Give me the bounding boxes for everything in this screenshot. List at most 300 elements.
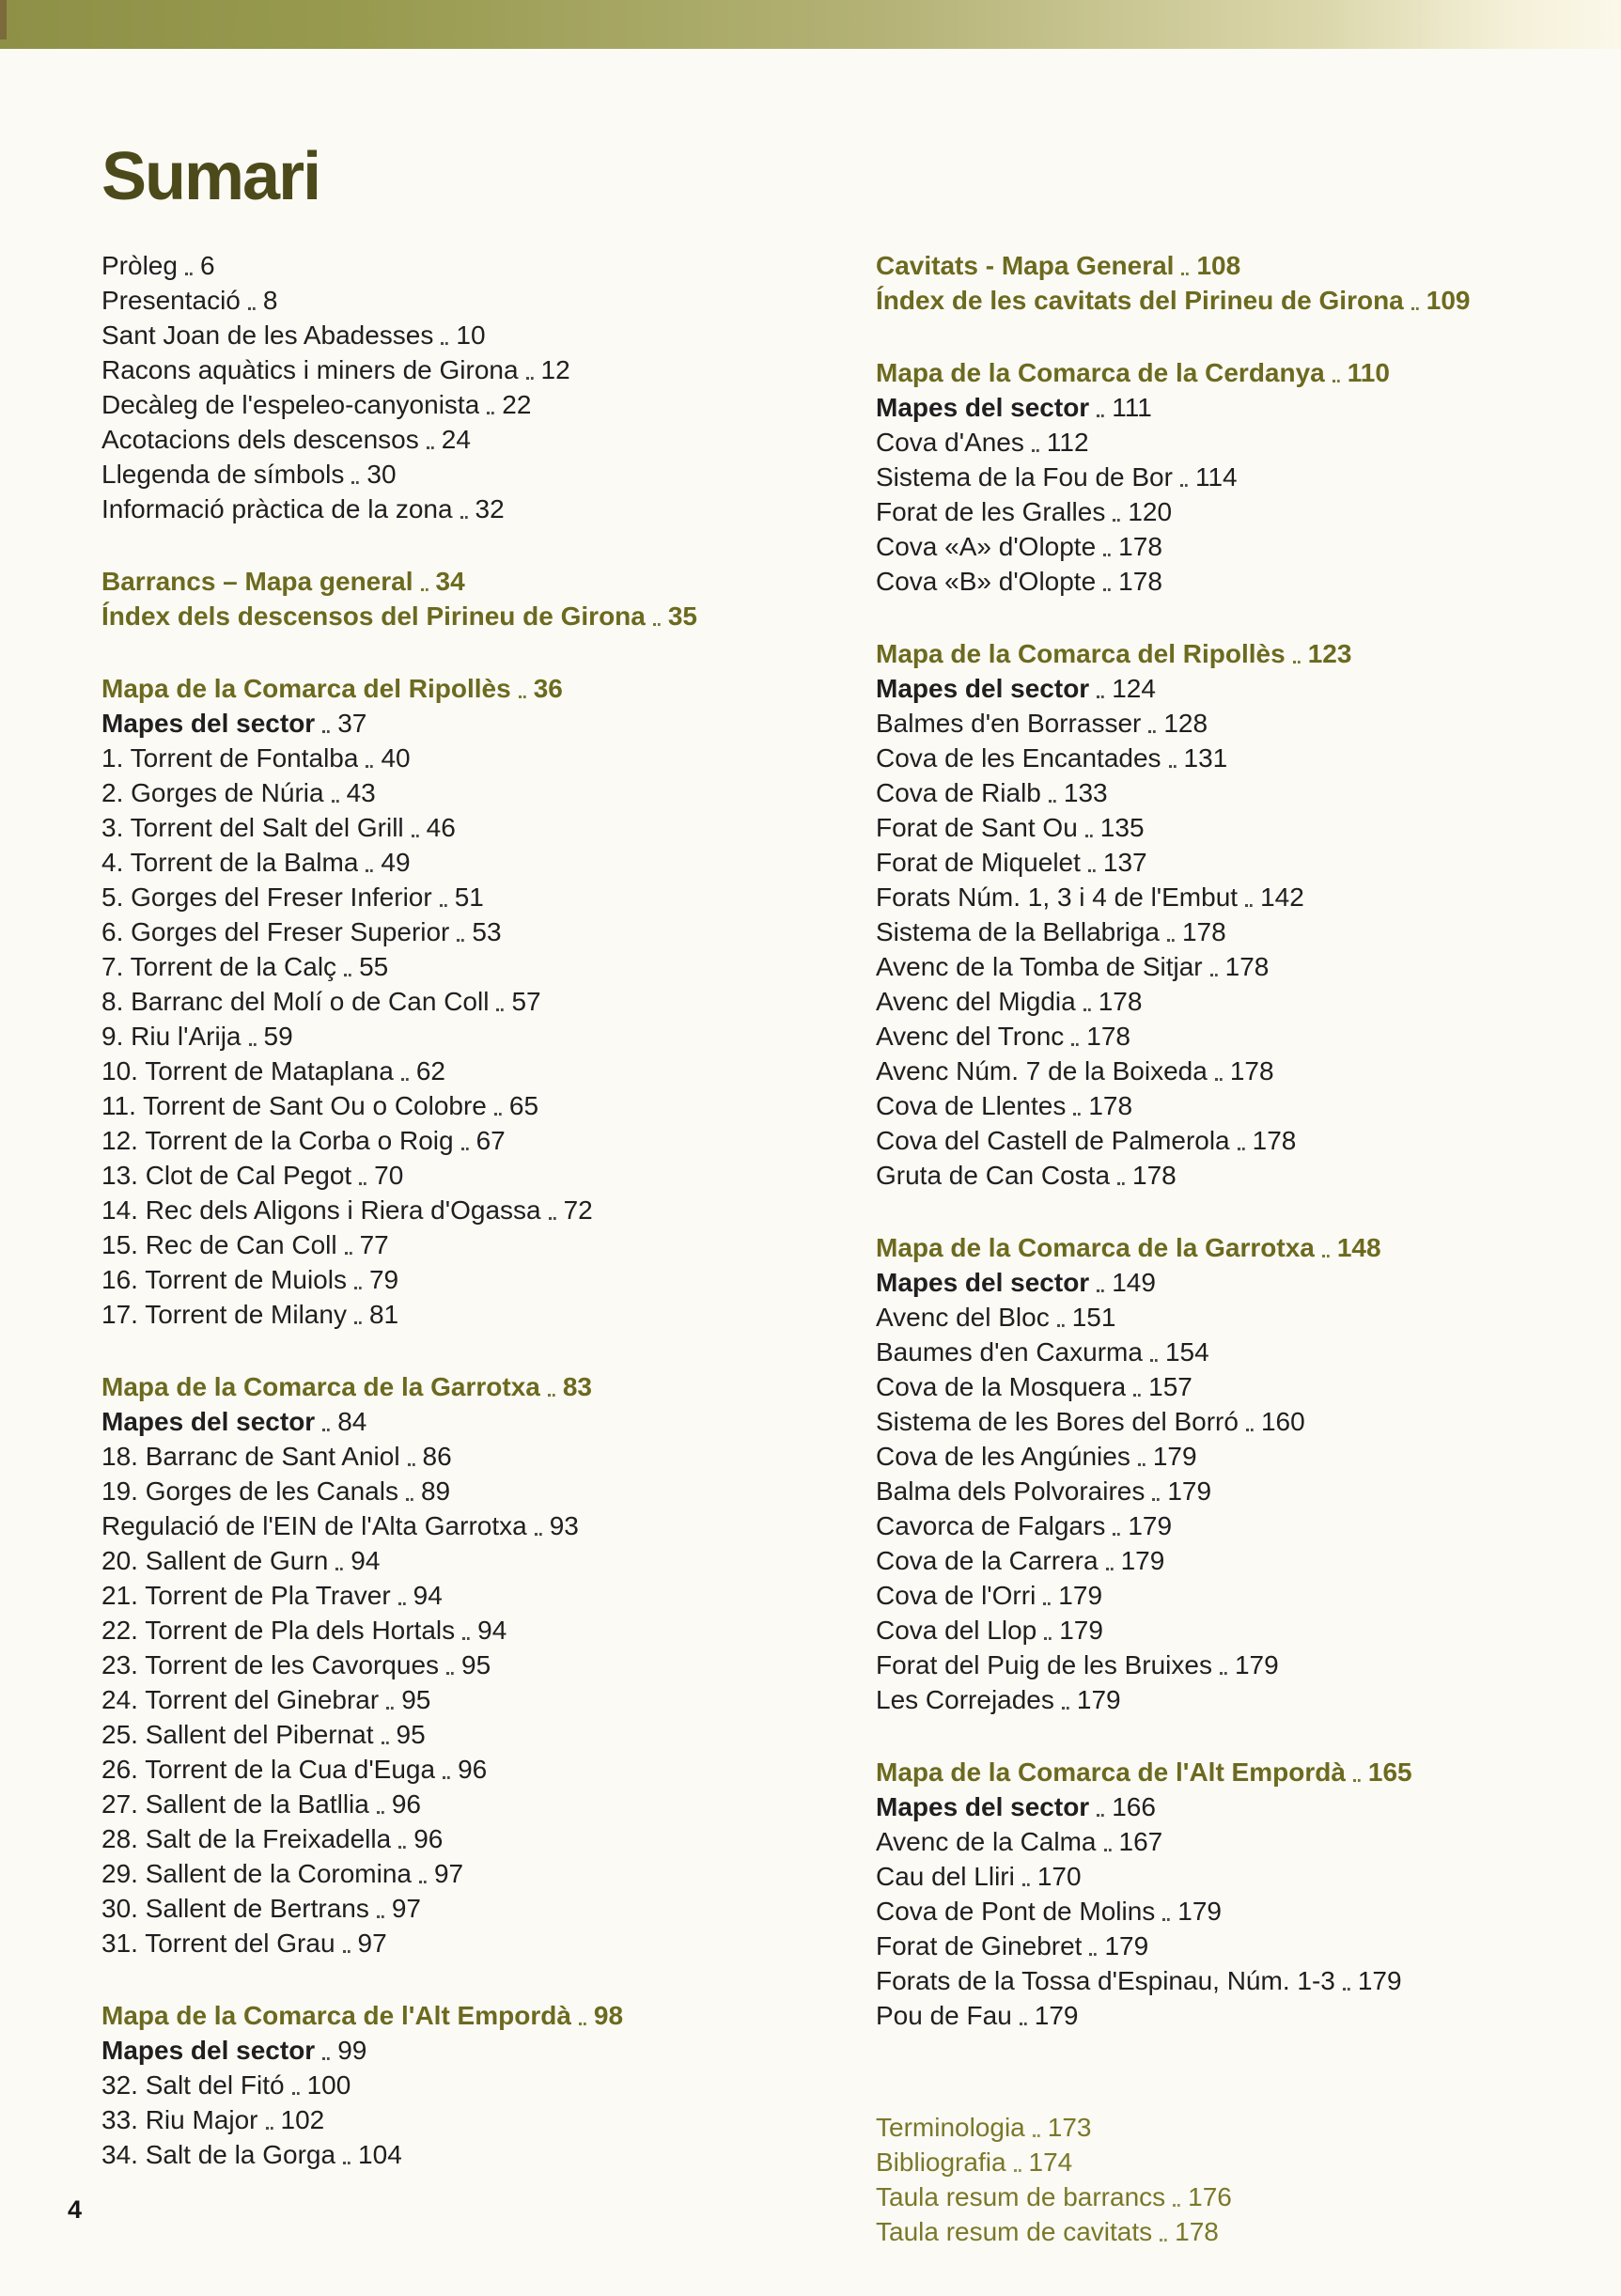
dot-leader: [1113, 519, 1120, 522]
dot-leader: [1117, 1182, 1125, 1185]
toc-entry: [101, 1054, 808, 1088]
dot-leader: [1180, 484, 1188, 487]
toc-entry: [876, 1404, 1561, 1439]
toc-entry: [876, 1265, 1561, 1300]
toc-entry-label: Avenc del Bloc: [876, 1303, 1050, 1332]
dot-leader: [1246, 1429, 1254, 1431]
dot-leader: [1014, 2169, 1021, 2172]
toc-entry-page: 95: [401, 1685, 431, 1714]
toc-entry-page: 53: [472, 917, 502, 946]
toc-entry-page: 98: [593, 2001, 624, 2030]
toc-entry-label: Bibliografia: [876, 2148, 1006, 2177]
toc-entry: [876, 1789, 1561, 1824]
dot-leader: [457, 939, 464, 942]
dot-leader: [1049, 800, 1056, 803]
toc-entry-page: 97: [391, 1894, 421, 1923]
toc-entry-label: Cavorca de Falgars: [876, 1511, 1106, 1540]
toc-entry: [101, 1193, 808, 1227]
dot-leader: [345, 1252, 352, 1255]
toc-entry: [876, 2145, 1561, 2179]
toc-entry-page: 131: [1183, 743, 1228, 773]
toc-entry: [876, 425, 1561, 460]
toc-entry: [876, 1300, 1561, 1335]
toc-entry-page: 57: [511, 987, 541, 1016]
toc-entry-label: Forats Núm. 1, 3 i 4 de l'Embut: [876, 882, 1239, 912]
toc-entry-label: 17. Torrent de Milany: [101, 1300, 347, 1329]
toc-entry: [876, 1613, 1561, 1648]
toc-entry-page: 65: [508, 1091, 539, 1120]
toc-entry: [876, 845, 1561, 880]
toc-entry-page: 84: [337, 1407, 367, 1436]
dot-leader: [185, 273, 193, 275]
toc-entry-page: 178: [1118, 532, 1162, 561]
page-number: 4: [68, 2195, 83, 2224]
toc-entry-label: Forat de Miquelet: [876, 848, 1081, 877]
dot-leader: [1097, 1289, 1104, 1292]
toc-section: [101, 1998, 808, 2172]
toc-entry: [101, 2137, 808, 2172]
dot-leader: [1097, 414, 1104, 417]
toc-entry-page: 167: [1118, 1827, 1163, 1856]
toc-entry-label: Mapes del sector: [101, 2036, 316, 2065]
toc-entry: [101, 1926, 808, 1960]
toc-entry-page: 128: [1163, 709, 1208, 738]
toc-entry: [876, 1578, 1561, 1613]
dot-leader: [322, 1429, 330, 1431]
toc-entry-page: 81: [368, 1300, 399, 1329]
toc-entry-label: Mapes del sector: [876, 674, 1090, 703]
toc-entry-page: 123: [1307, 639, 1352, 668]
toc-entry-label: Cova de Llentes: [876, 1091, 1067, 1120]
toc-entry-page: 160: [1260, 1407, 1305, 1436]
toc-entry-label: Avenc Núm. 7 de la Boixeda: [876, 1056, 1208, 1086]
toc-entry-page: 149: [1112, 1268, 1156, 1297]
toc-entry-page: 179: [1152, 1442, 1197, 1471]
toc-entry-page: 179: [1120, 1546, 1165, 1575]
toc-entry: [101, 845, 808, 880]
dot-leader: [351, 481, 359, 484]
toc-entry: [101, 248, 808, 283]
toc-entry: [876, 1158, 1561, 1193]
toc-entry-page: 179: [1177, 1897, 1222, 1926]
toc-entry-label: Avenc de la Calma: [876, 1827, 1097, 1856]
toc-entry-label: Taula resum de cavitats: [876, 2217, 1153, 2246]
toc-entry: [101, 1682, 808, 1717]
toc-entry-page: 178: [1118, 567, 1162, 596]
dot-leader: [440, 904, 447, 907]
toc-entry-label: Sistema de la Fou de Bor: [876, 462, 1173, 492]
toc-entry-page: 179: [1076, 1685, 1121, 1714]
dot-leader: [421, 588, 429, 591]
toc-entry-page: 137: [1102, 848, 1147, 877]
toc-entry-label: Cova de la Mosquera: [876, 1372, 1127, 1401]
toc-entry-label: 32. Salt del Fitó: [101, 2070, 285, 2100]
dot-leader: [1343, 1988, 1350, 1991]
toc-entry-page: 120: [1128, 497, 1173, 526]
toc-entry: [101, 1158, 808, 1193]
toc-entry-label: Cova de l'Orri: [876, 1581, 1037, 1610]
dot-leader: [549, 1217, 556, 1220]
toc-entry-label: Avenc de la Tomba de Sitjar: [876, 952, 1203, 981]
dot-leader: [1333, 380, 1340, 383]
toc-entry-label: Forat del Puig de les Bruixes: [876, 1650, 1212, 1679]
toc-entry-label: Mapa de la Comarca del Ripollès: [876, 639, 1286, 668]
toc-entry: [101, 492, 808, 526]
toc-entry-page: 176: [1188, 2182, 1232, 2211]
toc-entry-page: 24: [441, 425, 471, 454]
toc-entry: [101, 706, 808, 741]
toc-entry-label: Cova de Pont de Molins: [876, 1897, 1156, 1926]
dot-leader: [1138, 1463, 1146, 1466]
toc-entry: [876, 1682, 1561, 1717]
dot-leader: [1083, 1008, 1091, 1011]
toc-entry-page: 178: [1098, 987, 1143, 1016]
toc-entry-page: 49: [381, 848, 411, 877]
toc-entry: [101, 422, 808, 457]
toc-entry-page: 133: [1063, 778, 1108, 807]
toc-entry-label: Mapes del sector: [876, 1268, 1090, 1297]
toc-entry-label: Mapes del sector: [876, 1792, 1090, 1821]
toc-section: [876, 636, 1561, 1193]
dot-leader: [366, 869, 373, 872]
toc-entry-page: 111: [1112, 393, 1152, 422]
toc-entry-label: Balmes d'en Borrasser: [876, 709, 1142, 738]
toc-entry-page: 43: [346, 778, 376, 807]
toc-entry-page: 179: [1128, 1511, 1173, 1540]
toc-entry-label: Forats de la Tossa d'Espinau, Núm. 1-3: [876, 1966, 1335, 1995]
dot-leader: [377, 1811, 384, 1814]
dot-leader: [366, 765, 373, 768]
toc-entry: [101, 1717, 808, 1752]
toc-entry-page: 179: [1059, 1616, 1103, 1645]
toc-section: [876, 2110, 1561, 2249]
toc-entry-page: 30: [366, 460, 397, 489]
toc-entry: [101, 352, 808, 387]
toc-entry-label: Acotacions dels descensos: [101, 425, 419, 454]
toc-entry: [876, 1088, 1561, 1123]
toc-entry-page: 178: [1181, 917, 1226, 946]
dot-leader: [386, 1707, 394, 1710]
toc-entry-label: 20. Sallent de Gurn: [101, 1546, 329, 1575]
toc-entry-label: Cau del Lliri: [876, 1862, 1015, 1891]
dot-leader: [408, 1463, 415, 1466]
toc-entry-label: Mapes del sector: [876, 393, 1090, 422]
toc-entry-page: 99: [337, 2036, 367, 2065]
toc-section: [876, 355, 1561, 599]
toc-entry-page: 178: [1175, 2217, 1219, 2246]
dot-leader: [1057, 1324, 1065, 1327]
dot-leader: [1173, 2204, 1180, 2207]
toc-entry-label: 3. Torrent del Salt del Grill: [101, 813, 404, 842]
toc-entry-page: 174: [1028, 2148, 1073, 2177]
toc-entry-page: 100: [306, 2070, 351, 2100]
toc-entry-page: 151: [1071, 1303, 1116, 1332]
toc-entry-page: 178: [1086, 1022, 1130, 1051]
toc-entry: [101, 1787, 808, 1821]
toc-section: [101, 248, 808, 526]
toc-entry-page: 135: [1099, 813, 1145, 842]
toc-entry-label: Les Correjades: [876, 1685, 1054, 1714]
toc-entry-label: 34. Salt de la Gorga: [101, 2140, 336, 2169]
toc-section: [101, 671, 808, 1332]
toc-entry-page: 178: [1224, 952, 1270, 981]
dot-leader: [579, 2023, 586, 2025]
toc-entry-label: Llegenda de símbols: [101, 460, 345, 489]
dot-leader: [354, 1287, 362, 1289]
toc-entry: [876, 1859, 1561, 1894]
toc-entry: [101, 1262, 808, 1297]
toc-section: [876, 248, 1561, 318]
toc-entry-label: Mapa de la Comarca de l'Alt Empordà: [101, 2001, 571, 2030]
toc-entry: [101, 387, 808, 422]
toc-entry: [876, 880, 1561, 914]
toc-entry: [876, 1648, 1561, 1682]
toc-column-left: [101, 248, 808, 2249]
dot-leader: [1181, 273, 1189, 275]
toc-entry: [101, 949, 808, 984]
toc-entry-page: 142: [1260, 882, 1304, 912]
toc-entry-page: 94: [413, 1581, 443, 1610]
toc-entry: [101, 1404, 808, 1439]
toc-entry-label: Regulació de l'EIN de l'Alta Garrotxa: [101, 1511, 527, 1540]
toc-entry-label: Sant Joan de les Abadesses: [101, 320, 434, 350]
toc-entry-label: 11. Torrent de Sant Ou o Colobre: [101, 1091, 487, 1120]
dot-leader: [519, 695, 526, 698]
dot-leader: [535, 1533, 542, 1536]
toc-entry: [876, 1335, 1561, 1369]
toc-entry-page: 178: [1252, 1126, 1297, 1155]
scan-edge-artifact: [0, 0, 7, 39]
toc-entry-label: 9. Riu l'Arija: [101, 1022, 242, 1051]
toc-entry-page: 148: [1336, 1233, 1381, 1262]
toc-entry: [876, 248, 1561, 283]
dot-leader: [1148, 730, 1156, 733]
dot-leader: [292, 2092, 300, 2095]
toc-entry: [101, 671, 808, 706]
toc-entry: [101, 283, 808, 318]
toc-entry: [101, 564, 808, 599]
toc-entry-label: Forat de Ginebret: [876, 1931, 1083, 1960]
toc-entry-page: 179: [1104, 1931, 1149, 1960]
toc-entry-page: 34: [435, 567, 465, 596]
toc-entry-label: Cova del Llop: [876, 1616, 1037, 1645]
toc-entry-label: 8. Barranc del Molí o de Can Coll: [101, 987, 490, 1016]
toc-entry: [876, 1123, 1561, 1158]
dot-leader: [1022, 1883, 1030, 1886]
toc-columns: [101, 248, 1621, 2249]
toc-entry-page: 95: [461, 1650, 491, 1679]
toc-entry-page: 32: [475, 494, 505, 523]
dot-leader: [359, 1182, 366, 1185]
toc-entry-label: 19. Gorges de les Canals: [101, 1476, 398, 1506]
toc-entry: [101, 1439, 808, 1474]
toc-column-right: [876, 248, 1561, 2249]
dot-leader: [377, 1915, 384, 1918]
toc-entry-label: 29. Sallent de la Coromina: [101, 1859, 412, 1888]
toc-entry-page: 157: [1148, 1372, 1192, 1401]
toc-entry-label: 1. Torrent de Fontalba: [101, 743, 359, 773]
toc-entry-label: Barrancs – Mapa general: [101, 567, 413, 596]
dot-leader: [1032, 449, 1039, 452]
toc-entry-label: Avenc del Migdia: [876, 987, 1076, 1016]
toc-entry: [101, 880, 808, 914]
page-title: Sumari: [101, 139, 320, 214]
toc-entry: [101, 1821, 808, 1856]
toc-entry-page: 62: [415, 1056, 445, 1086]
toc-entry-page: 94: [351, 1546, 381, 1575]
toc-entry-label: 28. Salt de la Freixadella: [101, 1824, 392, 1853]
toc-entry-label: Racons aquàtics i miners de Girona: [101, 355, 519, 384]
dot-leader: [1411, 307, 1419, 310]
toc-entry-label: Presentació: [101, 286, 241, 315]
dot-leader: [1220, 1672, 1227, 1675]
toc-entry-page: 51: [454, 882, 484, 912]
toc-entry-label: 15. Rec de Can Coll: [101, 1230, 337, 1259]
toc-entry-label: Gruta de Can Costa: [876, 1161, 1111, 1190]
toc-entry: [876, 1543, 1561, 1578]
toc-entry-page: 110: [1347, 358, 1390, 387]
dot-leader: [401, 1078, 409, 1081]
toc-entry: [876, 1508, 1561, 1543]
toc-entry: [876, 1824, 1561, 1859]
toc-entry-label: 31. Torrent del Grau: [101, 1929, 335, 1958]
dot-leader: [1088, 869, 1096, 872]
dot-leader: [248, 307, 256, 310]
toc-entry: [876, 810, 1561, 845]
toc-entry-page: 112: [1046, 428, 1089, 457]
dot-leader: [443, 1776, 450, 1779]
toc-entry-label: Cova de les Encantades: [876, 743, 1161, 773]
dot-leader: [1044, 1637, 1052, 1640]
toc-entry: [876, 355, 1561, 390]
toc-entry-label: Mapes del sector: [101, 709, 316, 738]
toc-entry: [876, 283, 1561, 318]
toc-entry: [101, 1578, 808, 1613]
toc-entry: [101, 1123, 808, 1158]
dot-leader: [653, 623, 661, 626]
toc-entry-label: Cova del Castell de Palmerola: [876, 1126, 1230, 1155]
toc-entry-page: 179: [1234, 1650, 1279, 1679]
toc-entry-label: 13. Clot de Cal Pegot: [101, 1161, 352, 1190]
toc-entry: [876, 390, 1561, 425]
toc-entry: [876, 1054, 1561, 1088]
toc-entry-label: 16. Torrent de Muiols: [101, 1265, 347, 1294]
toc-entry-label: Informació pràctica de la zona: [101, 494, 453, 523]
toc-entry-label: 22. Torrent de Pla dels Hortals: [101, 1616, 456, 1645]
toc-entry-label: 21. Torrent de Pla Traver: [101, 1581, 391, 1610]
dot-leader: [1162, 1918, 1170, 1921]
toc-entry: [101, 2068, 808, 2102]
toc-entry-label: Cova d'Anes: [876, 428, 1024, 457]
toc-entry-label: Avenc del Tronc: [876, 1022, 1065, 1051]
toc-entry-label: 5. Gorges del Freser Inferior: [101, 882, 432, 912]
toc-entry-label: 4. Torrent de la Balma: [101, 848, 359, 877]
dot-leader: [1293, 661, 1301, 664]
toc-entry-page: 104: [358, 2140, 402, 2169]
toc-entry-label: Sistema de les Bores del Borró: [876, 1407, 1239, 1436]
toc-entry-label: Taula resum de barrancs: [876, 2182, 1166, 2211]
dot-leader: [1238, 1148, 1245, 1150]
toc-entry-page: 109: [1426, 286, 1471, 315]
toc-entry-page: 166: [1112, 1792, 1156, 1821]
toc-entry-page: 179: [1357, 1966, 1402, 1995]
toc-entry-label: Cova de les Angúnies: [876, 1442, 1130, 1471]
toc-entry-label: 24. Torrent del Ginebrar: [101, 1685, 380, 1714]
toc-entry-label: Sistema de la Bellabriga: [876, 917, 1160, 946]
toc-entry: [876, 775, 1561, 810]
dot-leader: [398, 1602, 406, 1605]
toc-entry: [876, 706, 1561, 741]
toc-entry-page: 72: [563, 1195, 593, 1225]
dot-leader: [496, 1008, 504, 1011]
toc-entry: [876, 2110, 1561, 2145]
toc-entry: [101, 1613, 808, 1648]
dot-leader: [462, 1637, 470, 1640]
toc-section: [101, 564, 808, 633]
toc-entry-page: 79: [368, 1265, 399, 1294]
toc-entry-page: 77: [359, 1230, 389, 1259]
toc-entry: [876, 741, 1561, 775]
toc-entry: [101, 1998, 808, 2033]
toc-entry: [876, 1474, 1561, 1508]
dot-leader: [1245, 904, 1253, 907]
toc-section: [876, 1230, 1561, 1717]
dot-leader: [343, 2162, 351, 2164]
toc-entry-page: 8: [262, 286, 278, 315]
dot-leader: [382, 1742, 389, 1744]
toc-entry-page: 179: [1058, 1581, 1103, 1610]
toc-entry-label: 27. Sallent de la Batllia: [101, 1789, 369, 1819]
toc-entry-label: Terminologia: [876, 2113, 1025, 2142]
toc-entry: [101, 810, 808, 845]
toc-entry: [876, 2179, 1561, 2214]
toc-entry-page: 94: [477, 1616, 507, 1645]
toc-entry: [101, 1752, 808, 1787]
toc-entry: [876, 460, 1561, 494]
toc-entry: [876, 1998, 1561, 2033]
toc-entry-page: 97: [357, 1929, 387, 1958]
dot-leader: [1167, 939, 1175, 942]
dot-leader: [1062, 1707, 1069, 1710]
dot-leader: [266, 2127, 273, 2130]
toc-entry-page: 86: [422, 1442, 452, 1471]
toc-entry-page: 108: [1196, 251, 1241, 280]
toc-entry-page: 97: [433, 1859, 464, 1888]
toc-entry-label: Forat de Sant Ou: [876, 813, 1078, 842]
toc-entry-page: 37: [337, 709, 367, 738]
toc-entry: [101, 1543, 808, 1578]
toc-entry-label: Índex dels descensos del Pirineu de Girona: [101, 601, 646, 631]
toc-entry-label: 30. Sallent de Bertrans: [101, 1894, 369, 1923]
toc-entry-label: Cova de la Carrera: [876, 1546, 1099, 1575]
toc-entry: [101, 984, 808, 1019]
toc-entry-label: 25. Sallent del Pibernat: [101, 1720, 374, 1749]
toc-entry: [876, 949, 1561, 984]
toc-entry: [876, 1894, 1561, 1929]
toc-entry-label: Mapa de la Comarca del Ripollès: [101, 674, 511, 703]
toc-entry: [101, 775, 808, 810]
toc-entry-page: 124: [1112, 674, 1156, 703]
toc-entry-page: 12: [540, 355, 570, 384]
toc-entry: [876, 1929, 1561, 1963]
dot-leader: [335, 1568, 343, 1570]
toc-entry: [101, 1297, 808, 1332]
dot-leader: [419, 1881, 427, 1883]
toc-entry: [876, 1019, 1561, 1054]
toc-entry: [876, 494, 1561, 529]
dot-leader: [1089, 1953, 1097, 1956]
toc-entry: [101, 2033, 808, 2068]
